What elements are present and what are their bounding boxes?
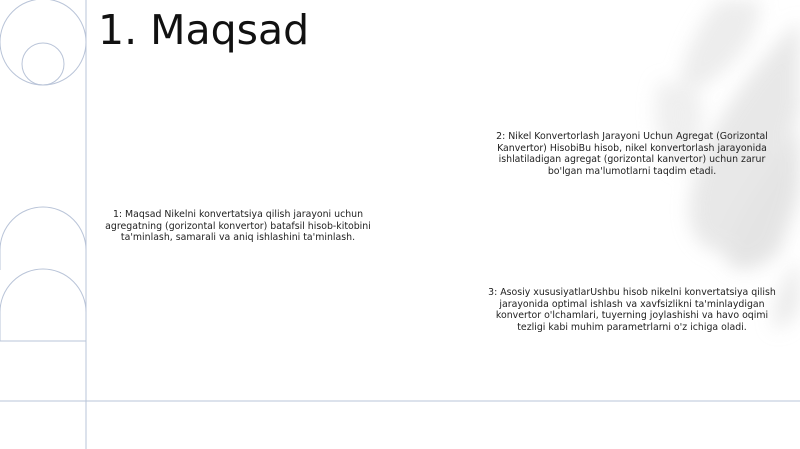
text-block-calculation: 2: Nikel Konvertorlash Jarayoni Uchun Agregat (Gorizontal Kanvertor) HisobiBu hisob, nikel konvertorlash jarayonida ishlatiladigan agregat (gorizontal kanvertor) uchun zarur bo'lgan ma'lumotlarni taqdim etadi. — [496, 131, 768, 177]
slide-title: 1. Maqsad — [98, 6, 310, 54]
text-block-goal: 1: Maqsad Nikelni konvertatsiya qilish jarayoni uchun agregatning (gorizontal konvertor) batafsil hisob-kitobini ta'minlash, samarali va aniq ishlashini ta'minlash. — [105, 209, 371, 244]
text-block-features: 3: Asosiy xususiyatlarUshbu hisob nikelni konvertatsiya qilish jarayonida optimal ishlash va xavfsizlikni ta'minlaydigan konvertor o'lchamlari, tuyerning joylashishi va havo oqimi tezligi kabi muhim parametrlarni o'z ichiga oladi. — [488, 287, 776, 333]
